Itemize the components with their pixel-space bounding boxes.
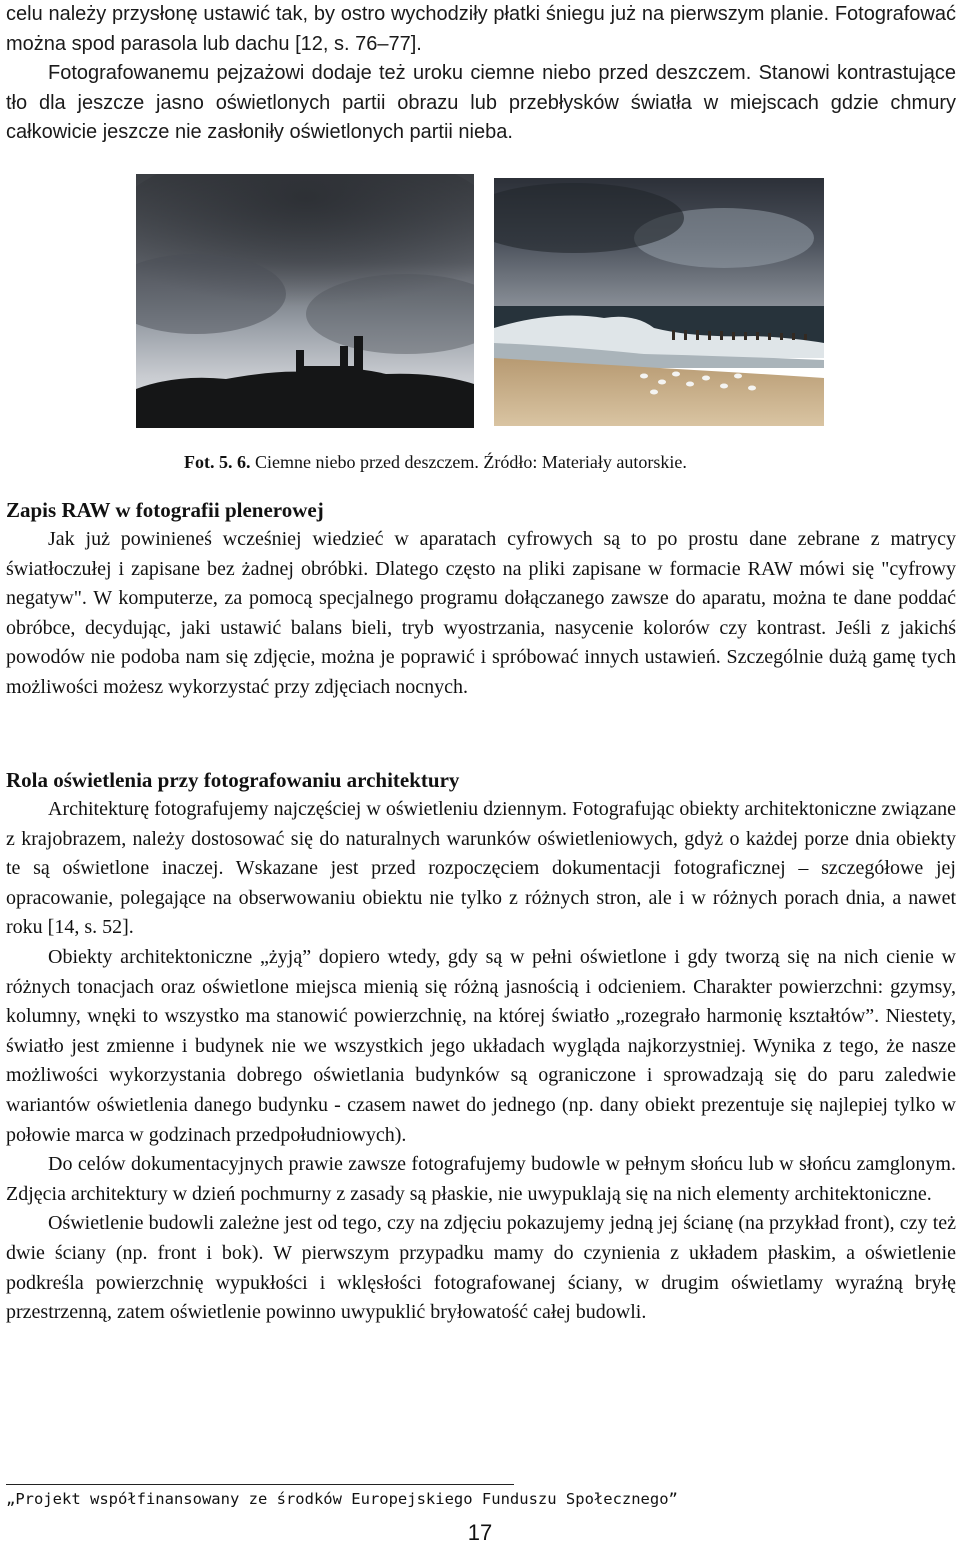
section-heading-raw: Zapis RAW w fotografii plenerowej xyxy=(6,498,324,522)
section-architecture-paragraph-3: Do celów dokumentacyjnych prawie zawsze fotografujemy budowle w pełnym słońcu lub w słońcu zamglonym. Zdjęcia architektury w dzień pochmurny z zasady są płaskie, nie uwypuklają się na nich elementy architektoniczne. xyxy=(6,1153,956,1205)
section-architecture-paragraph-4: Oświetlenie budowli zależne jest od tego, czy na zdjęciu pokazujemy jedną jej ścianę (na przykład front), czy też dwie ściany (np. front i bok). W pierwszym przypadku mamy do czynienia z układem płaskim, a oświetlenie podkreśla powierzchnię wypukłości i wklęsłości fotografowanej ściany, w drugim oświetlamy wyraźną bryłę przestrzenną, zatem oświetlenie powinno uwypuklić bryłowatość całej budowli. xyxy=(6,1212,956,1324)
sea-photo-drawing xyxy=(494,178,824,426)
intro-text xyxy=(6,0,956,148)
intro-paragraph-1: celu należy przysłonę ustawić tak, by ostro wychodziły płatki śniegu już na pierwszym planie. Fotografować można spod parasola lub dachu [12, s. 76–77]. xyxy=(6,3,956,55)
intro-paragraph-2: Fotografowanemu pejzażowi dodaje też uroku ciemne niebo przed deszczem. Stanowi kontrastujące tło dla jeszcze jasno oświetlonych partii obrazu lub przebłysków światła w miejscach gdzie chmury całkowicie jeszcze nie zasłoniły oświetlonych partii nieba. xyxy=(6,62,956,143)
photo-castle-dark-sky xyxy=(136,174,474,428)
footer-note: „Projekt współfinansowany ze środków Europejskiego Funduszu Społecznego” xyxy=(6,1490,678,1508)
section-architecture xyxy=(6,766,956,1328)
figure-caption xyxy=(184,452,687,473)
photo-stormy-sea xyxy=(494,178,824,426)
section-raw-paragraph-1: Jak już powinieneś wcześniej wiedzieć w aparatach cyfrowych są to po prostu dane zebrane z matrycy światłoczułej i zapisane bez żadnej obróbki. Dlatego często na pliki zapisane w formacie RAW mówi się "cyfrowy negatyw". W komputerze, za pomocą specjalnego programu dołączanego zawsze do aparatu, można te dane poddać obróbce, decydując, jaki ustawić balans bieli, tryb wyostrzania, nasycenie kolorów czy kontrast. Jeśli z jakichś powodów nie podoba nam się zdjęcie, można je poprawić i spróbować innych ustawień. Szczególnie dużą gamę tych możliwości możesz wykorzystać przy zdjęciach nocnych. xyxy=(6,528,956,698)
footer-divider xyxy=(6,1484,514,1485)
page-number: 17 xyxy=(467,1520,493,1545)
figure-caption-text: Ciemne niebo przed deszczem. Źródło: Materiały autorskie. xyxy=(255,452,687,472)
castle-photo-drawing xyxy=(136,174,474,428)
section-raw xyxy=(6,496,956,703)
section-heading-architecture: Rola oświetlenia przy fotografowaniu architektury xyxy=(6,768,460,792)
section-architecture-paragraph-2: Obiekty architektoniczne „żyją” dopiero wtedy, gdy są w pełni oświetlone i gdy tworzą się na nich cienie w różnych tonacjach oraz oświetlone miejsca mienią się różną jasnością i odcieniem. Charakter powierzchni: gzymsy, kolumny, wnęki to wszystko ma stanowić powierzchnię, na której światło „rozegrało harmonię kształtów”. Niestety, światło jest zmienne i budynek nie we wszystkich jego układach wygląda najkorzystniej. Wynika z tego, że nasze możliwości wykorzystania dobrego oświetlania budynków są ograniczone i sprowadzają się do paru zaledwie wariantów oświetlenia danego budynku - czasem nawet do jednego (np. dany obiekt prezentuje się najlepiej tylko w połowie marca w godzinach przedpołudniowych). xyxy=(6,945,956,1146)
figure-caption-number: Fot. 5. 6. xyxy=(184,452,251,472)
section-architecture-paragraph-1: Architekturę fotografujemy najczęściej w oświetleniu dziennym. Fotografując obiekty architektoniczne związane z krajobrazem, należy dostosować się do naturalnych warunków oświetleniowych, gdyż o każdej porze dnia obiekty te są oświetlone inaczej. Wskazane jest przed rozpoczęciem dokumentacji fotograficznej – szczegółowe jej opracowanie, polegające na obserwowaniu obiektu nie tylko z różnych stron, ale i w różnych porach dnia, a nawet roku [14, s. 52]. xyxy=(6,798,956,939)
